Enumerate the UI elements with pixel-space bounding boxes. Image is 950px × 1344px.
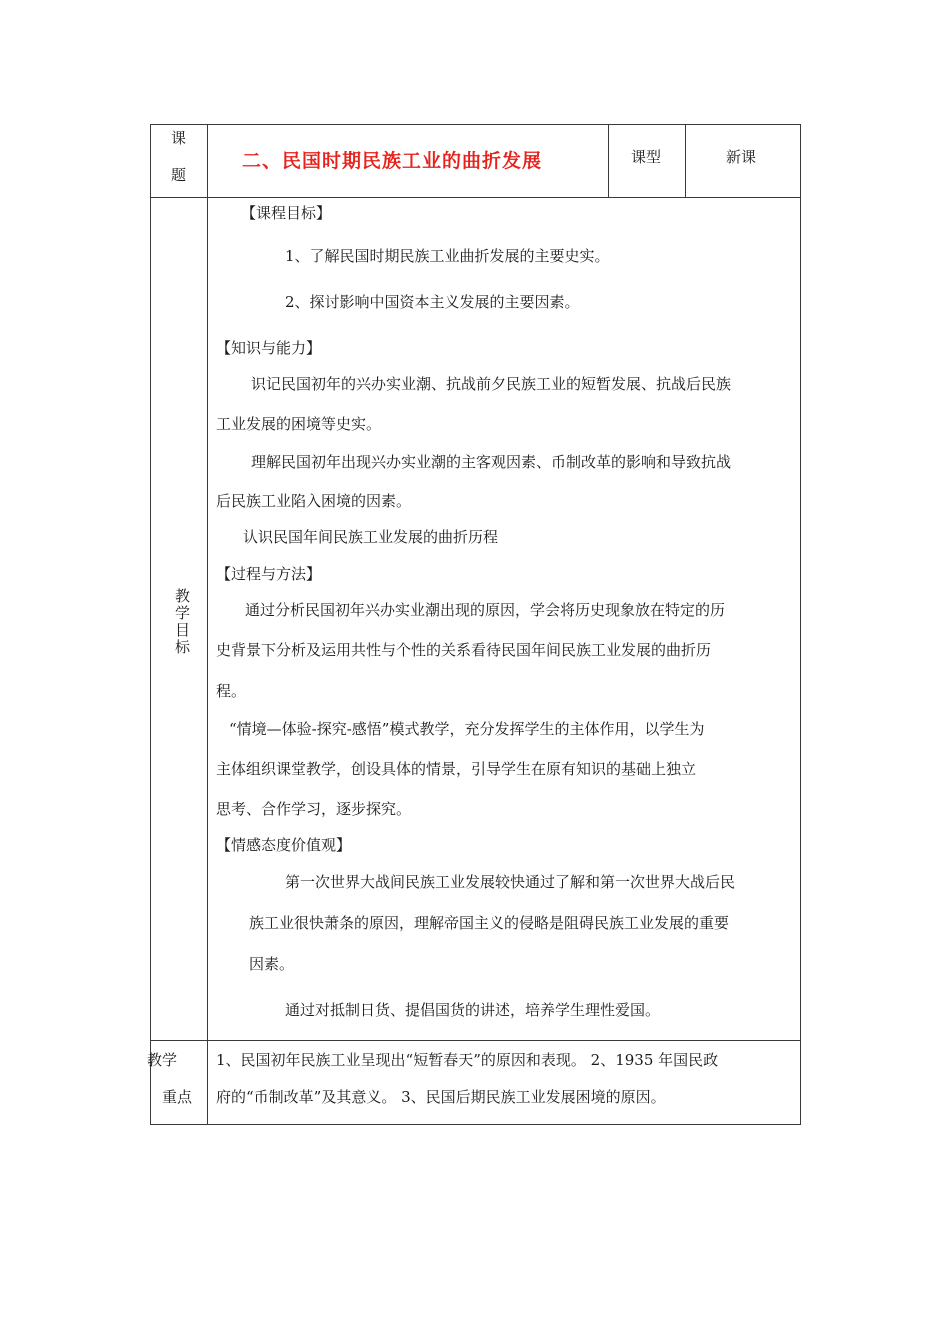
emotion-heading: 【情感态度价值观】 — [216, 836, 352, 854]
objectives-label-char: 目 — [175, 621, 191, 639]
table-border-bottom — [150, 1124, 801, 1125]
key-points-label-line2: 重点 — [162, 1088, 193, 1106]
curriculum-item: 2、探讨影响中国资本主义发展的主要因素。 — [285, 293, 580, 311]
table-border-left — [150, 124, 151, 1125]
objectives-label-char: 标 — [175, 638, 191, 656]
lesson-type-label: 课型 — [631, 148, 662, 166]
lesson-label-line1: 课 — [171, 129, 187, 147]
emotion-text: 第一次世界大战间民族工业发展较快通过了解和第一次世界大战后民 — [285, 873, 736, 891]
table-border-col3 — [685, 124, 686, 198]
process-text: 通过分析民国初年兴办实业潮出现的原因，学会将历史现象放在特定的历 — [245, 601, 726, 619]
key-points-text: 府的“币制改革”及其意义。 3、民国后期民族工业发展困境的原因。 — [216, 1088, 666, 1106]
emotion-text: 族工业很快萧条的原因，理解帝国主义的侵略是阻碍民族工业发展的重要 — [249, 914, 730, 932]
knowledge-text: 后民族工业陷入困境的因素。 — [216, 492, 412, 510]
table-border-row2 — [150, 1040, 801, 1041]
emotion-text: 通过对抵制日货、提倡国货的讲述，培养学生理性爱国。 — [285, 1001, 661, 1019]
objectives-label-char: 学 — [175, 604, 191, 622]
knowledge-text: 理解民国初年出现兴办实业潮的主客观因素、币制改革的影响和导致抗战 — [251, 453, 732, 471]
key-points-text: 1、民国初年民族工业呈现出“短暂春天”的原因和表现。 2、1935 年国民政 — [216, 1051, 719, 1069]
knowledge-text: 识记民国初年的兴办实业潮、抗战前夕民族工业的短暂发展、抗战后民族 — [251, 375, 732, 393]
process-text: “情境—体验-探究-感悟”模式教学，充分发挥学生的主体作用，以学生为 — [229, 720, 705, 738]
lesson-type-value: 新课 — [726, 148, 757, 166]
table-border-top — [150, 124, 801, 125]
table-border-col1 — [207, 124, 208, 1125]
curriculum-item: 1、了解民国时期民族工业曲折发展的主要史实。 — [285, 247, 610, 265]
process-heading: 【过程与方法】 — [216, 565, 322, 583]
emotion-text: 因素。 — [249, 955, 295, 973]
table-border-row1 — [150, 197, 801, 198]
lesson-label-line2: 题 — [171, 166, 187, 184]
knowledge-heading: 【知识与能力】 — [216, 339, 322, 357]
lesson-title: 二、民国时期民族工业的曲折发展 — [242, 150, 543, 172]
process-text: 主体组织课堂教学，创设具体的情景，引导学生在原有知识的基础上独立 — [216, 760, 697, 778]
table-border-col2 — [608, 124, 609, 198]
objectives-label-char: 教 — [175, 587, 191, 605]
process-text: 思考、合作学习，逐步探究。 — [216, 800, 412, 818]
table-border-right — [800, 124, 801, 1125]
knowledge-text: 工业发展的困境等史实。 — [216, 415, 382, 433]
process-text: 史背景下分析及运用共性与个性的关系看待民国年间民族工业发展的曲折历 — [216, 641, 712, 659]
key-points-label-line1: 教学 — [147, 1051, 178, 1069]
knowledge-text: 认识民国年间民族工业发展的曲折历程 — [243, 528, 499, 546]
process-text: 程。 — [216, 682, 247, 700]
curriculum-heading: 【课程目标】 — [241, 204, 332, 222]
